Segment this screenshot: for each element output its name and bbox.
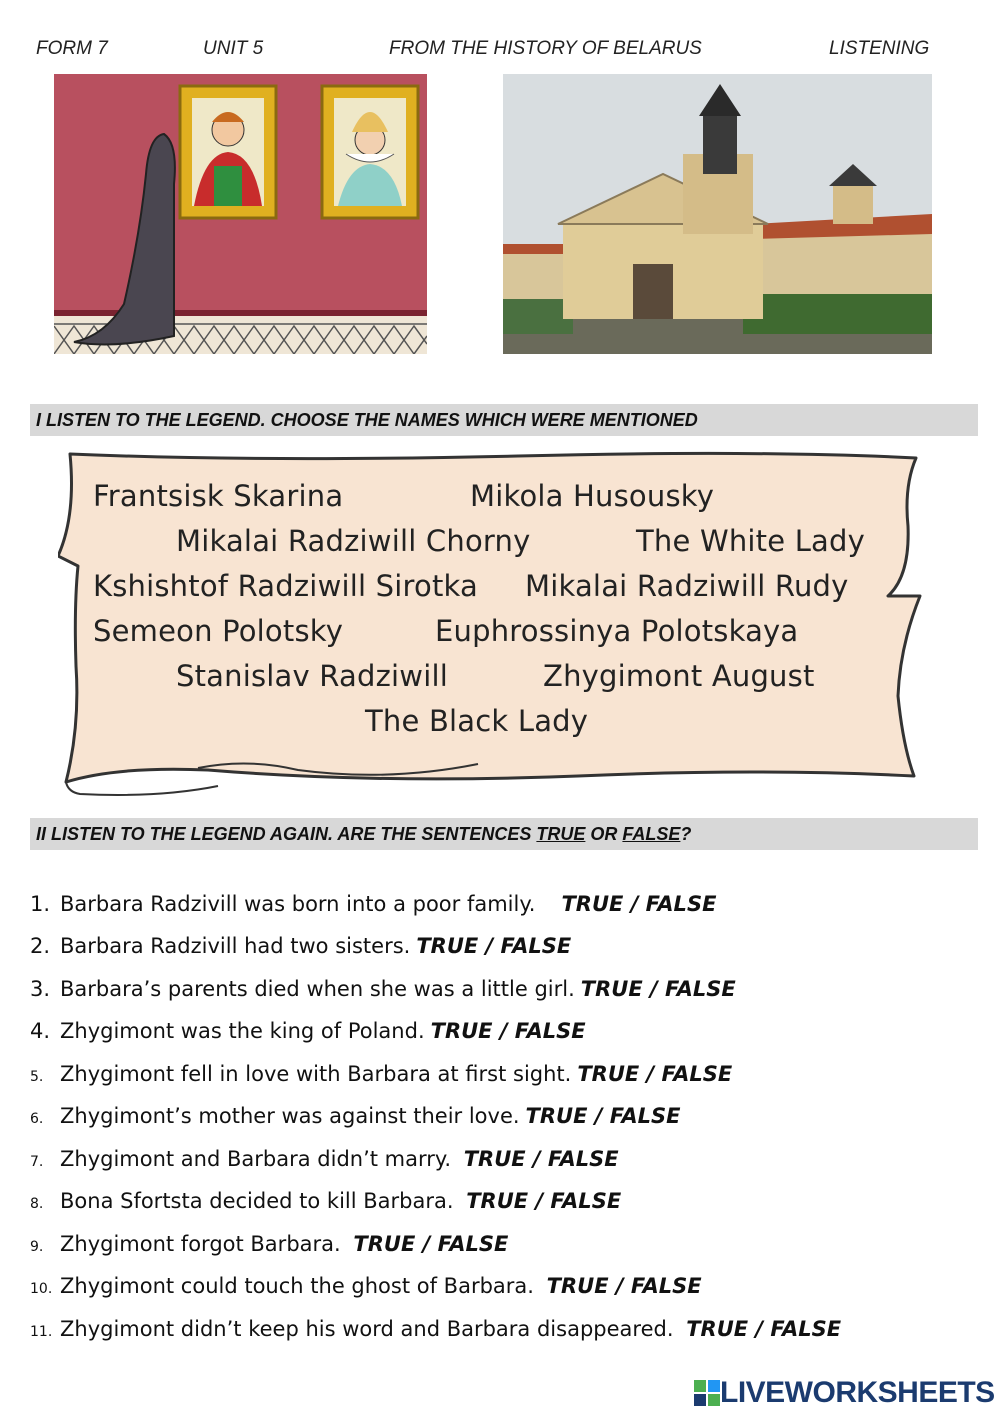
section-2-title: II LISTEN TO THE LEGEND AGAIN. ARE THE SENTENCES TRUE OR FALSE?: [30, 818, 978, 850]
question-5: 5. Zhygimont fell in love with Barbara at first sight. TRUE / FALSE: [30, 1062, 733, 1086]
true-false-choice[interactable]: TRUE / FALSE: [546, 1274, 702, 1298]
question-10: 10. Zhygimont could touch the ghost of Barbara. TRUE / FALSE: [30, 1274, 702, 1298]
liveworksheets-logo-icon: [694, 1380, 720, 1406]
true-false-choice[interactable]: TRUE / FALSE: [525, 1104, 681, 1128]
name-item: The Black Lady: [365, 704, 589, 738]
true-false-choice[interactable]: TRUE / FALSE: [577, 1062, 733, 1086]
name-item: Zhygimont August: [543, 659, 815, 693]
header-form: FORM 7: [36, 38, 108, 59]
ghost-portraits-illustration: [54, 74, 427, 354]
name-item: Kshishtof Radziwill Sirotka: [93, 569, 478, 603]
question-8: 8. Bona Sfortsta decided to kill Barbara. TRUE / FALSE: [30, 1189, 622, 1213]
true-false-choice[interactable]: TRUE / FALSE: [430, 1019, 586, 1043]
liveworksheets-logo: LIVEWORKSHEETS: [694, 1376, 995, 1410]
true-false-choice[interactable]: TRUE / FALSE: [463, 1147, 619, 1171]
header-topic: FROM THE HISTORY OF BELARUS: [389, 38, 702, 59]
name-item: Mikola Husousky: [470, 479, 715, 513]
true-false-choice[interactable]: TRUE / FALSE: [416, 934, 572, 958]
question-11: 11. Zhygimont didn’t keep his word and Barbara disappeared. TRUE / FALSE: [30, 1317, 842, 1341]
true-false-choice[interactable]: TRUE / FALSE: [580, 977, 736, 1001]
name-item: Euphrossinya Polotskaya: [435, 614, 799, 648]
name-item: Mikalai Radziwill Rudy: [525, 569, 849, 603]
question-7: 7. Zhygimont and Barbara didn’t marry. TRUE / FALSE: [30, 1147, 619, 1171]
name-item: The White Lady: [636, 524, 865, 558]
question-6: 6. Zhygimont’s mother was against their love. TRUE / FALSE: [30, 1104, 681, 1128]
name-item: Stanislav Radziwill: [176, 659, 448, 693]
true-false-choice[interactable]: TRUE / FALSE: [561, 892, 717, 916]
question-1: 1. Barbara Radzivill was born into a poor family. TRUE / FALSE: [30, 892, 717, 916]
nesvizh-castle-photo: [503, 74, 932, 354]
question-3: 3. Barbara’s parents died when she was a little girl. TRUE / FALSE: [30, 977, 736, 1001]
true-false-choice[interactable]: TRUE / FALSE: [466, 1189, 622, 1213]
header-unit: UNIT 5: [203, 38, 264, 59]
header-skill: LISTENING: [829, 38, 930, 59]
true-false-choice[interactable]: TRUE / FALSE: [353, 1232, 509, 1256]
question-9: 9. Zhygimont forgot Barbara. TRUE / FALSE: [30, 1232, 509, 1256]
question-4: 4. Zhygimont was the king of Poland. TRUE / FALSE: [30, 1019, 586, 1043]
question-2: 2. Barbara Radzivill had two sisters. TRUE / FALSE: [30, 934, 572, 958]
name-item: Frantsisk Skarina: [93, 479, 344, 513]
name-item: Semeon Polotsky: [93, 614, 344, 648]
true-false-choice[interactable]: TRUE / FALSE: [686, 1317, 842, 1341]
section-1-title: I LISTEN TO THE LEGEND. CHOOSE THE NAMES WHICH WERE MENTIONED: [30, 404, 978, 436]
name-item: Mikalai Radziwill Chorny: [176, 524, 531, 558]
